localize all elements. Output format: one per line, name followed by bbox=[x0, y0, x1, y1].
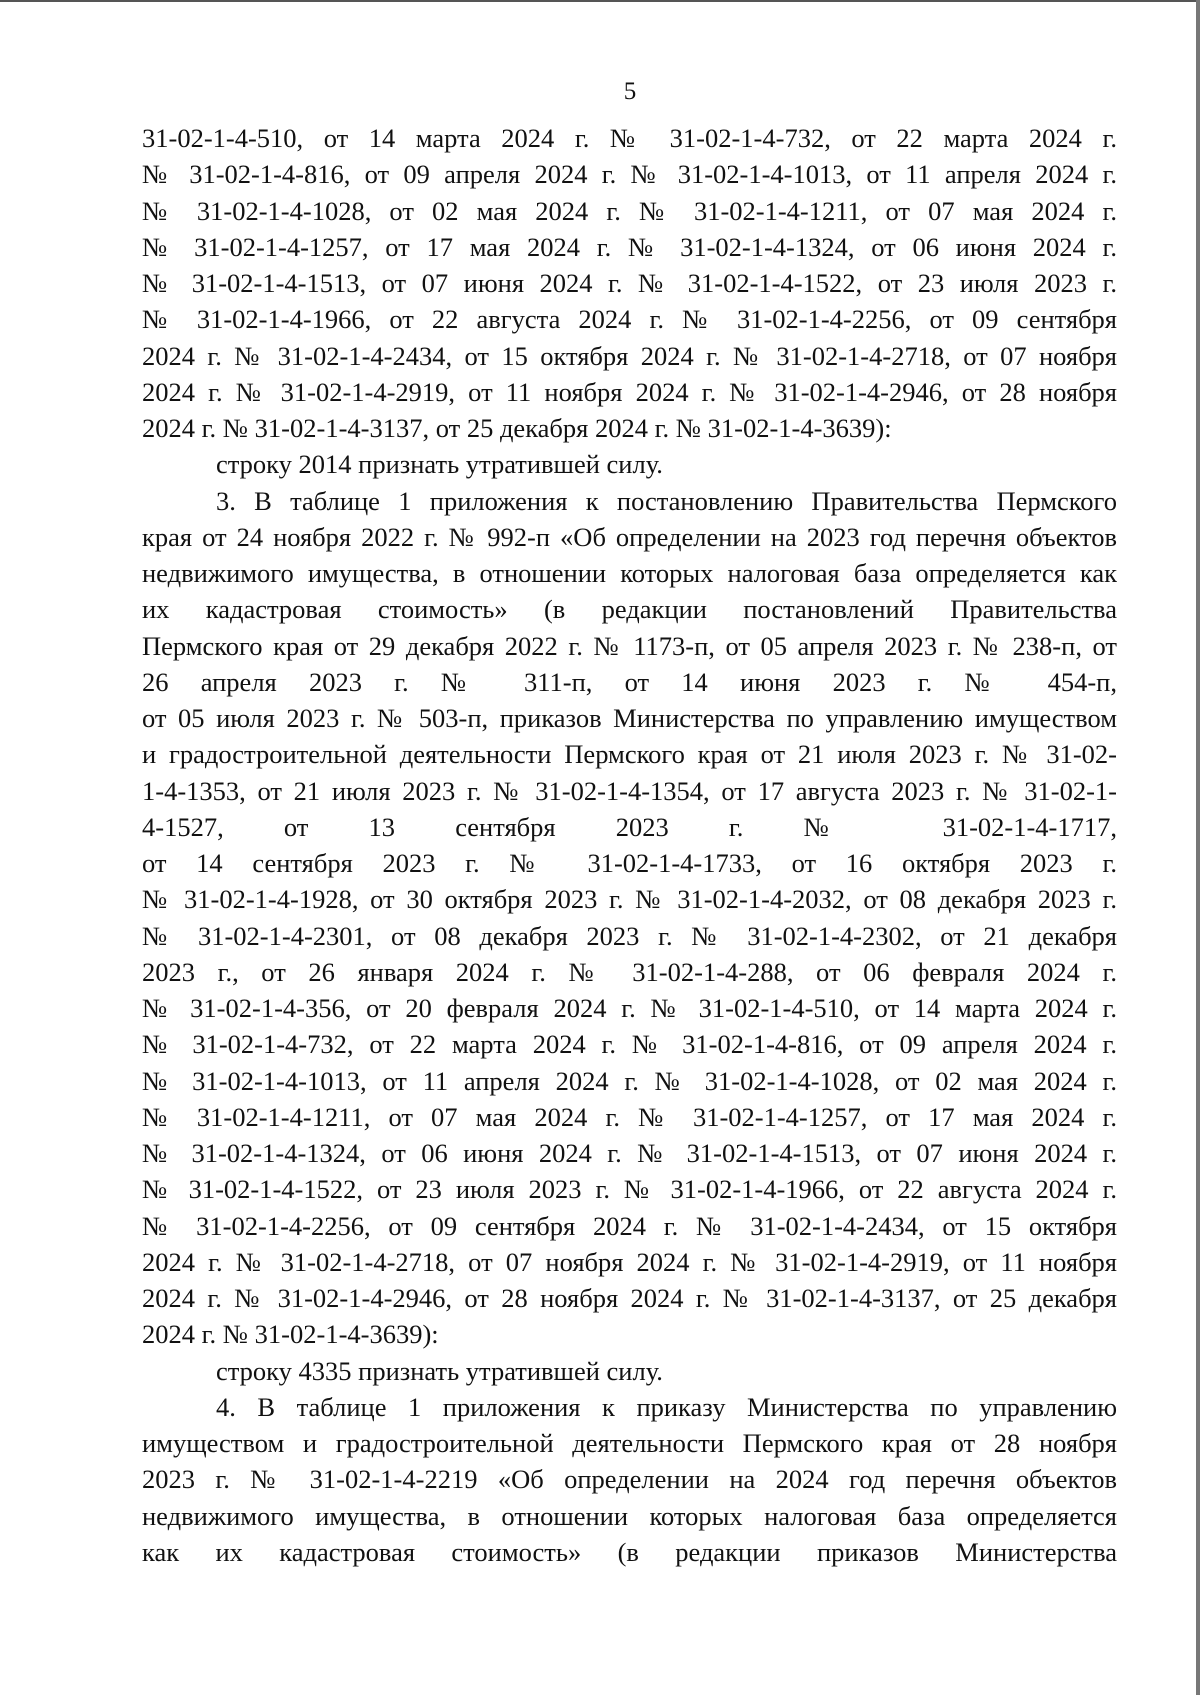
text-line: 2024 г. № 31-02-1-4-3639): bbox=[142, 1319, 439, 1350]
text-line: 2024 г. № 31-02-1-4-2718, от 07 ноября 2024 г. № 31-02-1-4-2919, от 11 ноября bbox=[142, 1246, 1117, 1277]
text-line: № 31-02-1-4-1928, от 30 октября 2023 г. № 31-02-1-4-2032, от 08 декабря 2023 г. bbox=[142, 884, 1117, 915]
scan-border-top bbox=[0, 0, 1200, 2]
text-line: от 14 сентября 2023 г. № 31-02-1-4-1733, от 16 октября 2023 г. bbox=[142, 848, 1117, 878]
text-line: 2024 г. № 31-02-1-4-3137, от 25 декабря 2024 г. № 31-02-1-4-3639): bbox=[142, 413, 892, 443]
text-line: недвижимого имущества, в отношении которых налоговая база определяется bbox=[142, 1500, 1117, 1531]
text-line: 2023 г. № 31-02-1-4-2219 «Об определении на 2024 год перечня объектов bbox=[142, 1464, 1117, 1495]
text-line: 26 апреля 2023 г. № 311-п, от 14 июня 2023 г. № 454-п, bbox=[142, 666, 1117, 697]
text-line: строку 4335 признать утратившей силу. bbox=[216, 1355, 663, 1386]
text-line: № 31-02-1-4-1522, от 23 июля 2023 г. № 31-02-1-4-1966, от 22 августа 2024 г. bbox=[142, 1174, 1117, 1205]
text-line: 4-1527, от 13 сентября 2023 г. № 31-02-1-4-1717, bbox=[142, 811, 1117, 842]
text-line: и градостроительной деятельности Пермского края от 21 июля 2023 г. № 31-02- bbox=[142, 739, 1117, 770]
text-line: строку 2014 признать утратившей силу. bbox=[216, 449, 663, 480]
text-line: № 31-02-1-4-1324, от 06 июня 2024 г. № 31-02-1-4-1513, от 07 июня 2024 г. bbox=[142, 1138, 1117, 1168]
text-line: № 31-02-1-4-1513, от 07 июня 2024 г. № 31-02-1-4-1522, от 23 июля 2023 г. bbox=[142, 268, 1117, 298]
text-line: края от 24 ноября 2022 г. № 992-п «Об определении на 2023 год перечня объектов bbox=[142, 521, 1117, 552]
text-line: недвижимого имущества, в отношении которых налоговая база определяется как bbox=[142, 558, 1117, 588]
text-line: имуществом и градостроительной деятельности Пермского края от 28 ноября bbox=[142, 1428, 1117, 1458]
text-line: № 31-02-1-4-2256, от 09 сентября 2024 г. № 31-02-1-4-2434, от 15 октября bbox=[142, 1210, 1117, 1241]
text-line: № 31-02-1-4-1013, от 11 апреля 2024 г. № 31-02-1-4-1028, от 02 мая 2024 г. bbox=[142, 1065, 1117, 1096]
text-line: Пермского края от 29 декабря 2022 г. № 1173-п, от 05 апреля 2023 г. № 238-п, от bbox=[142, 630, 1117, 661]
text-line: от 05 июля 2023 г. № 503-п, приказов Министерства по управлению имуществом bbox=[142, 703, 1117, 733]
page-number: 5 bbox=[623, 78, 637, 105]
document-body bbox=[142, 120, 1117, 1570]
text-line: № 31-02-1-4-1028, от 02 мая 2024 г. № 31-02-1-4-1211, от 07 мая 2024 г. bbox=[142, 195, 1117, 226]
text-line: 4. В таблице 1 приложения к приказу Министерства по управлению bbox=[216, 1391, 1117, 1422]
text-line: 2024 г. № 31-02-1-4-2946, от 28 ноября 2024 г. № 31-02-1-4-3137, от 25 декабря bbox=[142, 1283, 1117, 1313]
text-line: их кадастровая стоимость» (в редакции постановлений Правительства bbox=[142, 594, 1117, 625]
text-line: № 31-02-1-4-356, от 20 февраля 2024 г. № 31-02-1-4-510, от 14 марта 2024 г. bbox=[142, 993, 1117, 1023]
text-line: № 31-02-1-4-2301, от 08 декабря 2023 г. № 31-02-1-4-2302, от 21 декабря bbox=[142, 920, 1117, 951]
text-line: 2023 г., от 26 января 2024 г. № 31-02-1-4-288, от 06 февраля 2024 г. bbox=[142, 956, 1117, 987]
text-line: № 31-02-1-4-732, от 22 марта 2024 г. № 31-02-1-4-816, от 09 апреля 2024 г. bbox=[142, 1029, 1117, 1060]
text-line: 31-02-1-4-510, от 14 марта 2024 г. № 31-02-1-4-732, от 22 марта 2024 г. bbox=[142, 123, 1117, 153]
text-line: 2024 г. № 31-02-1-4-2919, от 11 ноября 2024 г. № 31-02-1-4-2946, от 28 ноября bbox=[142, 376, 1117, 407]
text-line: № 31-02-1-4-816, от 09 апреля 2024 г. № 31-02-1-4-1013, от 11 апреля 2024 г. bbox=[142, 159, 1117, 190]
text-line: 1-4-1353, от 21 июля 2023 г. № 31-02-1-4-1354, от 17 августа 2023 г. № 31-02-1- bbox=[142, 775, 1117, 806]
text-line: № 31-02-1-4-1211, от 07 мая 2024 г. № 31-02-1-4-1257, от 17 мая 2024 г. bbox=[142, 1101, 1117, 1132]
text-line: № 31-02-1-4-1966, от 22 августа 2024 г. № 31-02-1-4-2256, от 09 сентября bbox=[142, 304, 1117, 335]
text-line: 2024 г. № 31-02-1-4-2434, от 15 октября 2024 г. № 31-02-1-4-2718, от 07 ноября bbox=[142, 340, 1117, 371]
text-line: 3. В таблице 1 приложения к постановлению Правительства Пермского bbox=[216, 485, 1117, 516]
text-line: как их кадастровая стоимость» (в редакции приказов Министерства bbox=[142, 1536, 1117, 1567]
scan-border-right bbox=[1196, 0, 1200, 1695]
text-line: № 31-02-1-4-1257, от 17 мая 2024 г. № 31-02-1-4-1324, от 06 июня 2024 г. bbox=[142, 231, 1117, 262]
